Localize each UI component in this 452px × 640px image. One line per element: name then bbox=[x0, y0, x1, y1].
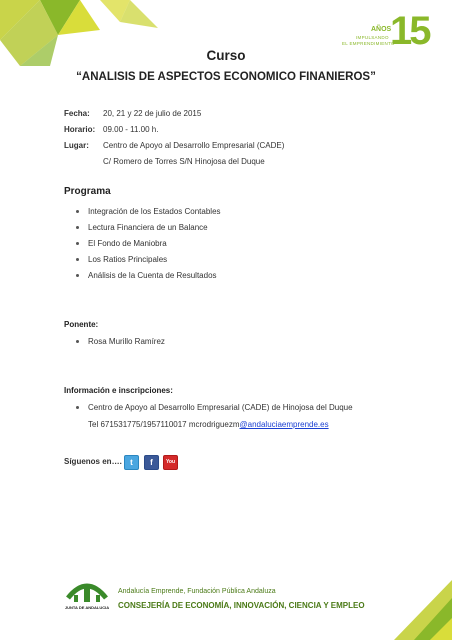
logo-tagline-2: EL EMPRENDIMIENTO bbox=[342, 41, 395, 46]
footer-organization: Andalucía Emprende, Fundación Pública Andaluza bbox=[118, 588, 276, 595]
list-item: Integración de los Estados Contables bbox=[76, 207, 221, 216]
lugar-value-1: Centro de Apoyo al Desarrollo Empresarial (CADE) bbox=[103, 141, 285, 150]
page-title: Curso bbox=[206, 48, 246, 63]
ponente-heading: Ponente: bbox=[64, 320, 99, 329]
list-item: Análisis de la Cuenta de Resultados bbox=[76, 271, 217, 280]
footer-consejeria: CONSEJERÍA DE ECONOMÍA, INNOVACIÓN, CIENCIA Y EMPLEO bbox=[118, 601, 365, 610]
junta-emblem-icon bbox=[64, 578, 110, 604]
phone-text: Tel 671531775/1957110017 mcrodriguezm bbox=[88, 420, 240, 429]
programa-heading: Programa bbox=[64, 186, 111, 197]
info-contact bbox=[88, 420, 329, 429]
bullet-icon bbox=[76, 210, 79, 213]
lugar-value-2: C/ Romero de Torres S/N Hinojosa del Duque bbox=[103, 157, 265, 166]
info-heading: Información e inscripciones: bbox=[64, 386, 173, 395]
bullet-icon bbox=[76, 274, 79, 277]
course-title: “ANALISIS DE ASPECTOS ECONOMICO FINANIEROS” bbox=[76, 71, 376, 83]
bullet-icon bbox=[76, 258, 79, 261]
youtube-icon[interactable]: You bbox=[163, 455, 178, 470]
twitter-icon[interactable]: t bbox=[124, 455, 139, 470]
fecha-label: Fecha: bbox=[64, 109, 90, 118]
logo-anos-text: AÑOS bbox=[371, 26, 392, 33]
junta-andalucia-logo bbox=[64, 578, 110, 612]
fecha-value: 20, 21 y 22 de julio de 2015 bbox=[103, 109, 202, 118]
bullet-icon bbox=[76, 340, 79, 343]
logo-tagline-1: IMPULSANDO bbox=[356, 35, 389, 40]
logo-caption: JUNTA DE ANDALUCIA bbox=[64, 605, 110, 610]
logo-number: 15 bbox=[390, 9, 429, 53]
horario-value: 09.00 - 11.00 h. bbox=[103, 125, 159, 134]
horario-label: Horario: bbox=[64, 125, 96, 134]
footer-decoration bbox=[394, 580, 452, 640]
list-item: Lectura Financiera de un Balance bbox=[76, 223, 208, 232]
bullet-icon bbox=[76, 406, 79, 409]
ponente-name: Rosa Murillo Ramírez bbox=[76, 337, 165, 346]
lugar-label: Lugar: bbox=[64, 141, 89, 150]
bullet-icon bbox=[76, 226, 79, 229]
list-item: Los Ratios Principales bbox=[76, 255, 167, 264]
info-line-1: Centro de Apoyo al Desarrollo Empresarial (CADE) de Hinojosa del Duque bbox=[76, 403, 353, 412]
list-item: El Fondo de Maniobra bbox=[76, 239, 167, 248]
social-label: Síguenos en…. bbox=[64, 457, 122, 466]
facebook-icon[interactable]: f bbox=[144, 455, 159, 470]
bullet-icon bbox=[76, 242, 79, 245]
email-link[interactable]: @andaluciaemprende.es bbox=[239, 420, 329, 429]
